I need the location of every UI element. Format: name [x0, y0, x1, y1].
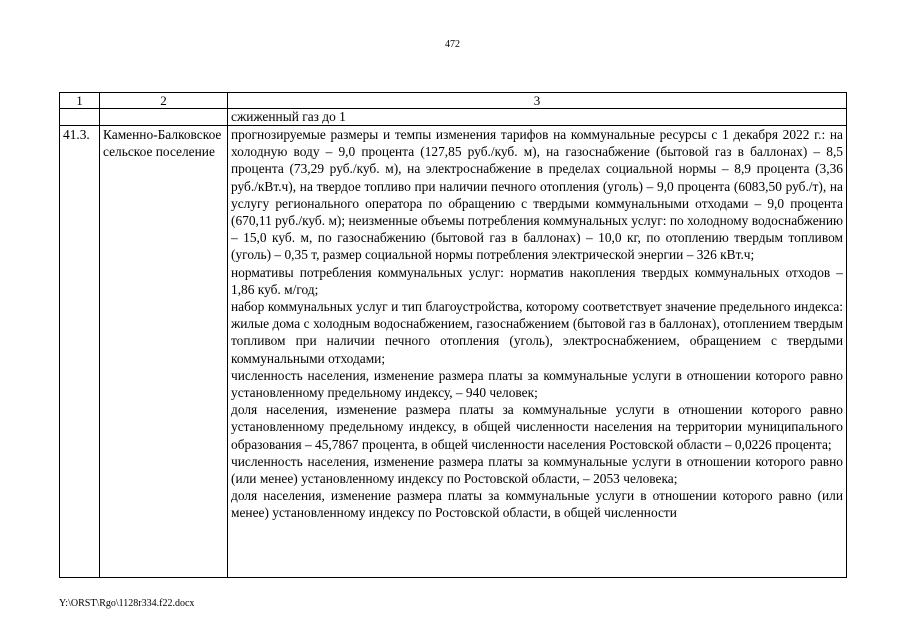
municipality-name: Каменно-Балковское сельское поселение [100, 126, 228, 578]
paragraph-population-count: численность населения, изменение размера платы за коммунальные услуги в отношении которого равно установленному предельному индексу, – 940 человек; [231, 367, 843, 401]
continuation-text: сжиженный газ до 1 [228, 109, 847, 126]
row-number: 41.3. [60, 126, 100, 578]
column-header-2: 2 [100, 93, 228, 109]
row-content-body [231, 126, 843, 577]
column-header-1: 1 [60, 93, 100, 109]
file-path-footer: Y:\ORST\Rgo\1128r334.f22.docx [59, 598, 195, 609]
tariff-table [59, 92, 847, 578]
paragraph-tariffs: прогнозируемые размеры и темпы изменения тарифов на коммунальные ресурсы с 1 декабря 2022 г.: на холодную воду – 9,0 процента (127,85 руб./куб. м), на газоснабжение (бытовой газ в баллонах) – 8,5 процента (73,29 руб./куб. м), на электроснабжение в пределах социальной нормы – 8,9 процента (3,36 руб./кВт.ч), на твердое топливо при наличии печного отопления (уголь) – 9,0 процента (6083,50 руб./т), на услугу регионального оператора по обращению с твердыми коммунальными отходами – 9,0 процента (670,11 руб./куб. м); неизменные объемы потребления коммунальных услуг: по холодному водоснабжению – 15,0 куб. м, по газоснабжению (бытовой газ в баллонах) – 10,0 кг, по отоплению твердым топливом (уголь) – 0,35 т, размер социальной нормы потребления электрической энергии – 326 кВт.ч; [231, 127, 843, 263]
table-header-row [60, 93, 847, 109]
paragraph-services: набор коммунальных услуг и тип благоустройства, которому соответствует значение предельного индекса: жилые дома с холодным водоснабжением, газоснабжением (бытовой газ в баллонах), отоплением твердым топливом при наличии печного отопления (уголь), электроснабжением, обращением с твердыми коммунальными отходами; [231, 299, 843, 366]
table-row [60, 126, 847, 578]
paragraph-population-share: доля населения, изменение размера платы за коммунальные услуги в отношении которого равно установленному предельному индексу, в общей численности населения на территории муниципального образования – 45,7867 процента, в общей численности населения Ростовской области – 0,0226 процента; [231, 402, 843, 452]
row-content [228, 126, 847, 578]
continuation-row [60, 109, 847, 126]
continuation-cell-1 [60, 109, 100, 126]
column-header-3: 3 [228, 93, 847, 109]
paragraph-norms: нормативы потребления коммунальных услуг: норматив накопления твердых коммунальных отходов – 1,86 куб. м/год; [231, 264, 843, 297]
paragraph-population-share-regional: доля населения, изменение размера платы за коммунальные услуги в отношении которого равно (или менее) установленному индексу по Ростовской области, в общей численности [231, 488, 843, 521]
paragraph-population-count-regional: численность населения, изменение размера платы за коммунальные услуги в отношении которого равно (или менее) установленному индексу по Ростовской области, – 2053 человека; [231, 453, 843, 487]
continuation-cell-2 [100, 109, 228, 126]
page-number: 472 [445, 39, 460, 50]
